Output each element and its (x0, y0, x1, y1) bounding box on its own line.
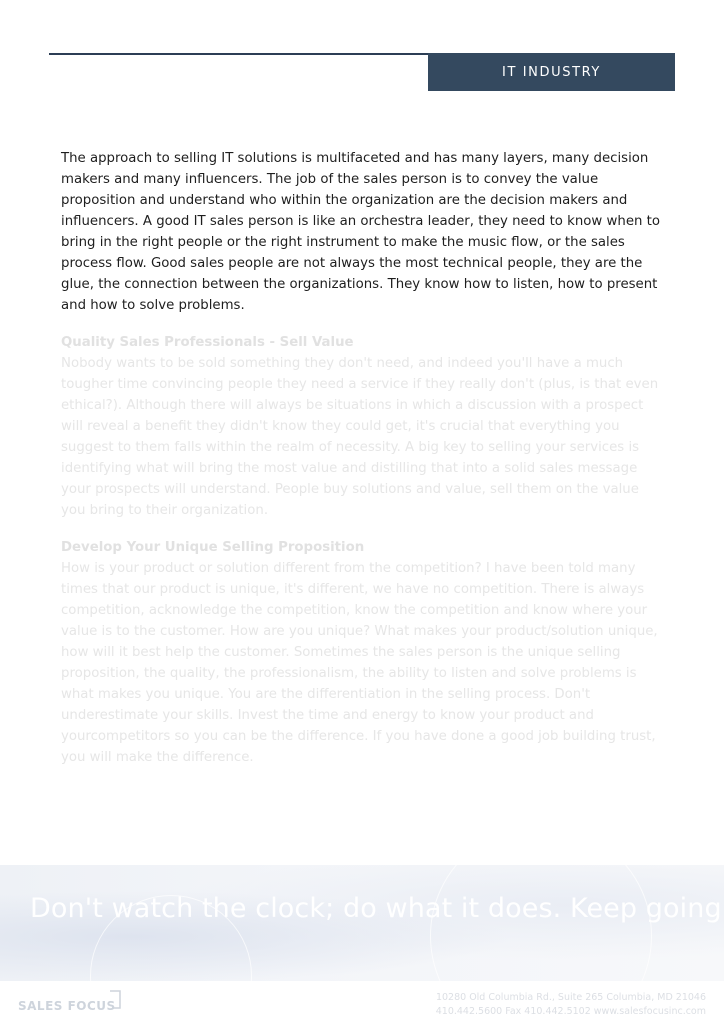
header-tab (428, 53, 675, 91)
contact-line: 410.442.5600 Fax 410.442.5102 www.salesfocusinc.com (435, 1006, 706, 1017)
company-logo (18, 990, 128, 1016)
logo-text: SALES FOCUS (18, 999, 116, 1013)
article-content (61, 148, 663, 768)
section-body: How is your product or solution different from the competition? I have been told many times that our product is unique, it's different, we have no competition. There is always competition, acknowledge the competition, know the competition and know where your value is to the customer. How are you unique? What makes your product/solution unique, how will it best help the customer. Sometimes the sales person is the unique selling proposition, the quality, the professionalism, the ability to listen and solve problems is what makes you unique. You are the differentiation in the selling process. Don't underestimate your skills. Invest the time and energy to know your product and yourcompetitors so you can be the difference. If you have done a good job building trust, you will make the difference. (61, 561, 658, 765)
banner-quote: Don't watch the clock; do what it does. Keep going (30, 893, 722, 924)
quote-banner (0, 865, 724, 981)
section-title: Develop Your Unique Selling Proposition (61, 540, 365, 555)
section-body: Nobody wants to be sold something they don't need, and indeed you'll have a much tougher time convincing people they need a service if they really don't (plus, is that even ethical?). Although there will always be situations in which a discussion with a prospect will reveal a benefit they didn't know they could get, it's crucial that everything you suggest to them falls within the realm of necessity. A big key to selling your services is identifying what will bring the most value and distilling that into a solid sales message your prospects will understand. People buy solutions and value, sell them on the value you bring to their organization. (61, 356, 659, 518)
section-sell-value (61, 333, 663, 521)
header-rule (49, 53, 429, 55)
address-line: 10280 Old Columbia Rd., Suite 265 Columbia, MD 21046 (435, 992, 706, 1003)
footer-address (436, 991, 706, 1019)
section-title: Quality Sales Professionals - Sell Value (61, 335, 354, 350)
intro-paragraph: The approach to selling IT solutions is multifaceted and has many layers, many decision makers and many influencers. The job of the sales person is to convey the value proposition and understand who within the organization are the decision makers and influencers. A good IT sales person is like an orchestra leader, they need to know when to bring in the right people or the right instrument to make the music flow, or the sales process flow. Good sales people are not always the most technical people, they are the glue, the connection between the organizations. They know how to listen, how to present and how to solve problems. (61, 151, 661, 313)
logo-bracket-icon (104, 990, 122, 1010)
header-tab-label: IT INDUSTRY (502, 64, 601, 80)
section-unique-selling-proposition (61, 538, 663, 768)
